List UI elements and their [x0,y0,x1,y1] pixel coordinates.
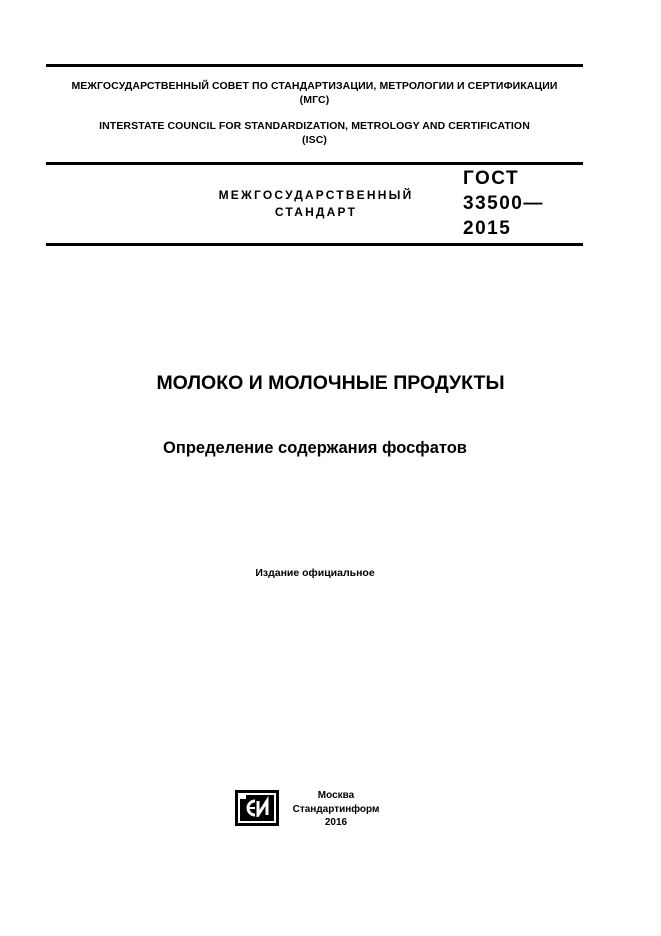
publisher-city: Москва [317,790,355,801]
document-subtitle: Определение содержания фосфатов [163,439,467,457]
standartinform-logo-icon [235,790,279,826]
middle-rule [46,162,583,165]
gost-prefix: ГОСТ [463,168,520,189]
document-title: МОЛОКО И МОЛОЧНЫЕ ПРОДУКТЫ [156,372,505,394]
standard-type [200,187,432,221]
top-rule [46,64,583,67]
council-ru-block [46,79,583,107]
edition-note: Издание официальное [255,567,375,579]
council-en-name: INTERSTATE COUNCIL FOR STANDARDIZATION, METROLOGY AND CERTIFICATION [99,120,530,132]
standard-type-line1: МЕЖГОСУДАРСТВЕННЫЙ [218,188,414,202]
bottom-rule [46,243,583,246]
gost-designation [463,166,544,241]
publisher-name: Стандартинформ [292,803,380,815]
standard-type-line2: СТАНДАРТ [274,205,358,219]
gost-number: 33500— [463,193,544,214]
council-ru-abbr: (МГС) [299,94,330,106]
council-en-abbr: (ISC) [302,134,327,146]
gost-year: 2015 [463,218,512,239]
publisher-block [286,789,386,830]
council-en-block [46,119,583,147]
council-ru-name: МЕЖГОСУДАРСТВЕННЫЙ СОВЕТ ПО СТАНДАРТИЗАЦИИ, МЕТРОЛОГИИ И СЕРТИФИКАЦИИ [71,80,558,92]
publisher-year: 2016 [324,817,348,828]
